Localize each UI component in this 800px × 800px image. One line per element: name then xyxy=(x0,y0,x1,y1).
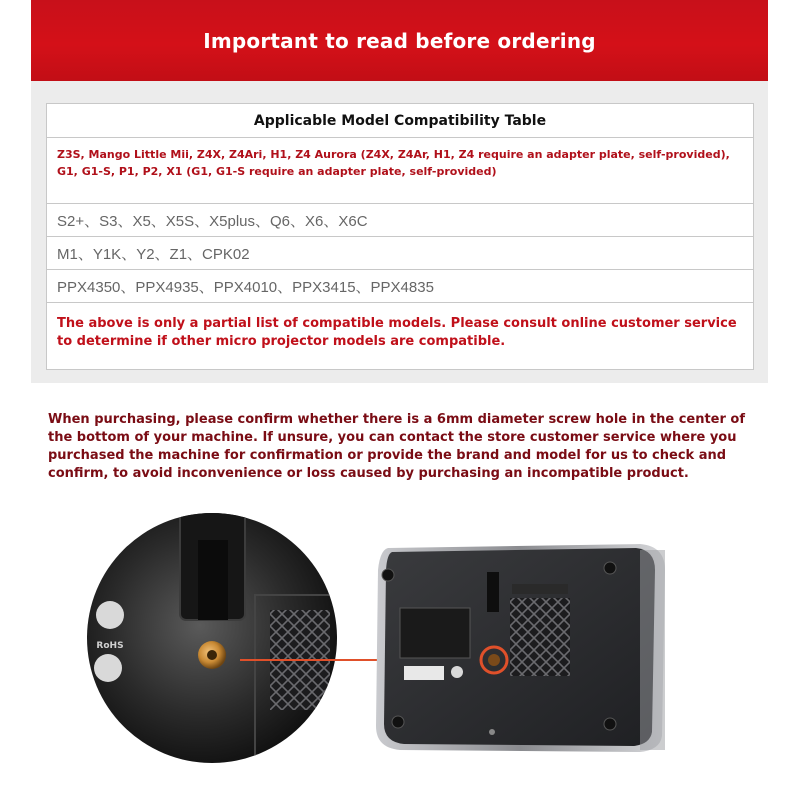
projector-side-edge xyxy=(640,550,665,750)
warning-label xyxy=(512,584,568,594)
model-list-text: PPX4350、PPX4935、PPX4010、PPX3415、PPX4835 xyxy=(57,278,434,296)
table-title: Applicable Model Compatibility Table xyxy=(253,112,547,129)
model-list-text: S2+、S3、X5、X5S、X5plus、Q6、X6、X6C xyxy=(57,212,368,230)
table-row xyxy=(47,204,753,237)
latch-inner xyxy=(198,540,228,620)
badge-icon xyxy=(94,654,122,682)
table-note-row xyxy=(47,303,753,369)
compatibility-table xyxy=(46,103,754,370)
screw-hole-center xyxy=(207,650,217,660)
table-header xyxy=(47,104,753,138)
projector-body xyxy=(376,544,665,752)
purchase-notice: When purchasing, please confirm whether there is a 6mm diameter screw hole in the center of the bottom of your machine. If unsure, you can contact the store customer service where you purchased the machine for confirmation or provide the brand and model for us to check and confirm, to avoid inconvenience or loss caused by purchasing an incompatible product. xyxy=(48,412,746,481)
rohs-badge xyxy=(96,601,124,629)
projector-bottom-illustration xyxy=(0,500,800,800)
table-row xyxy=(47,138,753,204)
vent-grille xyxy=(510,598,570,676)
foot-icon xyxy=(604,562,616,574)
table-row xyxy=(47,237,753,270)
foot-icon xyxy=(392,716,404,728)
magnified-detail xyxy=(87,510,345,763)
foot-icon xyxy=(604,718,616,730)
barcode-label xyxy=(404,666,444,680)
compatibility-panel xyxy=(31,81,768,383)
foot-icon xyxy=(382,569,394,581)
header-banner xyxy=(31,0,768,81)
badge-icon xyxy=(451,666,463,678)
rohs-label: RoHS xyxy=(96,641,124,651)
model-list-text: M1、Y1K、Y2、Z1、CPK02 xyxy=(57,245,250,263)
model-list-text: Z3S, Mango Little Mii, Z4X, Z4Ari, H1, Z4 Aurora (Z4X, Z4Ar, H1, Z4 require an adapter plate, self-provided), G1, G1-S, P1, P2, X1 (G1, G1-S require an adapter plate, self-provided) xyxy=(57,148,730,178)
spec-label xyxy=(400,608,470,658)
compatibility-note: The above is only a partial list of compatible models. Please consult online customer service to determine if other micro projector models are compatible. xyxy=(57,316,737,349)
screw-hole-icon xyxy=(488,654,500,666)
status-light xyxy=(489,729,495,735)
banner-title: Important to read before ordering xyxy=(203,28,596,53)
latch-slot xyxy=(487,572,499,612)
table-row xyxy=(47,270,753,303)
